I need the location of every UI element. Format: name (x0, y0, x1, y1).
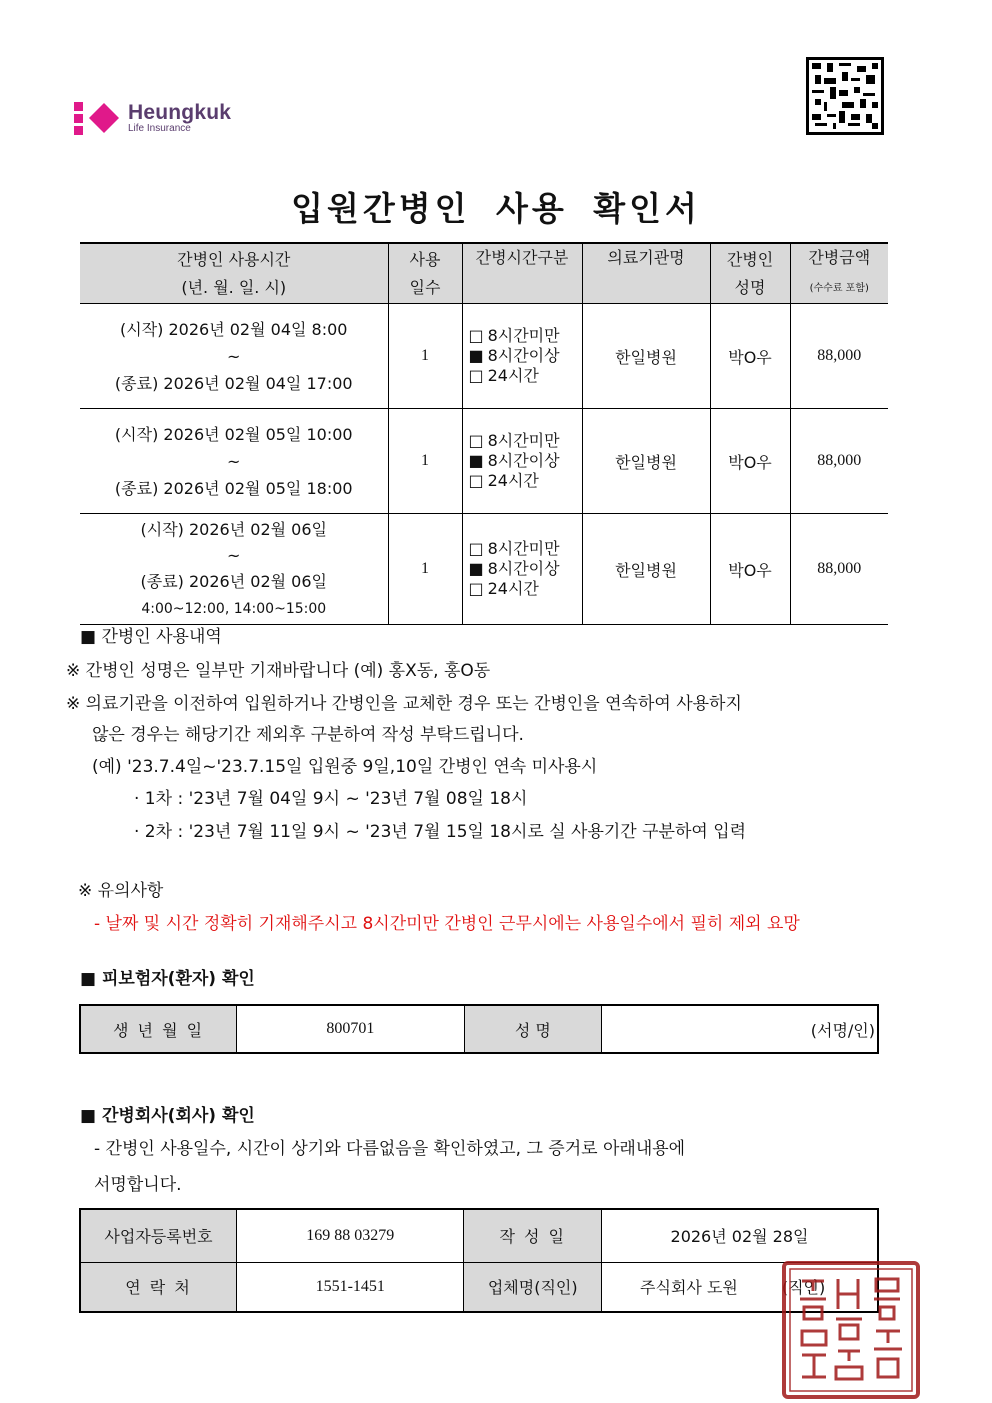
company-confirmation-text: - 간병인 사용일수, 시간이 상기와 다름없음을 확인하였고, 그 증거로 아래내용에 (94, 1139, 686, 1159)
company-name: 주식회사 도원 (640, 1278, 738, 1298)
usage-section-heading: ■ 간병인 사용내역 (80, 627, 222, 647)
option-over-8h: ■ 8시간이상 (468, 451, 560, 470)
caregiver-cell: 박O우 (710, 304, 790, 409)
company-row (80, 1262, 878, 1312)
option-under-8h: □ 8시간미만 (468, 431, 560, 450)
registration-number: 169 88 03279 (237, 1209, 464, 1262)
days-cell: 1 (388, 304, 462, 409)
caution-heading: ※ 유의사항 (78, 881, 164, 901)
company-table (79, 1208, 879, 1313)
dob-label: 생 년 월 일 (80, 1005, 237, 1053)
example-text: (예) '23.7.4일~'23.7.15일 입원중 9일,10일 간병인 연속 미사용시 (92, 757, 598, 777)
company-seal-stamp-icon (780, 1259, 922, 1401)
contact-label: 연 락 처 (80, 1262, 237, 1312)
option-24h: □ 24시간 (468, 366, 539, 385)
period-cell: (시작) 2026년 02월 05일 10:00 ~ (종료) 2026년 02월 05일 18:00 (80, 409, 388, 514)
page-title: 입원간병인 사용 확인서 (291, 189, 701, 228)
header-hospital: 의료기관명 (582, 243, 710, 304)
signature-placeholder: (서명/인) (810, 1020, 875, 1040)
usage-table-header (80, 243, 888, 304)
company-name-label: 업체명(직인) (464, 1262, 602, 1312)
logo-subtitle: Life Insurance (128, 123, 191, 134)
option-over-8h: ■ 8시간이상 (468, 346, 560, 365)
amount-cell: 88,000 (790, 304, 888, 409)
days-cell: 1 (388, 514, 462, 625)
issue-date-label: 작 성 일 (464, 1209, 602, 1262)
time-type-cell (462, 514, 582, 625)
example-period-1: · 1차 : '23년 7월 04일 9시 ~ '23년 7월 08일 18시 (134, 789, 528, 809)
caregiver-cell: 박O우 (710, 514, 790, 625)
dob-value: 800701 (237, 1005, 464, 1053)
days-cell: 1 (388, 409, 462, 514)
period-cell: (시작) 2026년 02월 04일 8:00 ~ (종료) 2026년 02월 04일 17:00 (80, 304, 388, 409)
note-name-partial: ※ 간병인 성명은 일부만 기재바랍니다 (예) 홍X동, 홍O동 (66, 661, 491, 681)
caregiver-cell: 박O우 (710, 409, 790, 514)
example-period-2: · 2차 : '23년 7월 11일 9시 ~ '23년 7월 15일 18시로 실 사용기간 구분하여 입력 (134, 822, 747, 842)
patient-name-label: 성 명 (464, 1005, 602, 1053)
hospital-cell: 한일병원 (582, 304, 710, 409)
option-over-8h: ■ 8시간이상 (468, 559, 560, 578)
seal-placeholder: (직인) (781, 1278, 826, 1298)
company-confirmation-text-cont: 서명합니다. (94, 1175, 182, 1195)
patient-row (80, 1005, 878, 1053)
barcode-icon (806, 57, 884, 135)
caution-text: - 날짜 및 시간 정확히 기재해주시고 8시간미만 간병인 근무시에는 사용일수에서 필히 제외 요망 (94, 914, 800, 934)
patient-section-heading: ■ 피보험자(환자) 확인 (80, 969, 255, 989)
patient-table (79, 1004, 879, 1054)
table-row (80, 514, 888, 625)
table-row (80, 409, 888, 514)
note-transfer-cont: 않은 경우는 해당기간 제외후 구분하여 작성 부탁드립니다. (92, 725, 524, 745)
time-type-cell (462, 409, 582, 514)
header-amount: 간병금액 (수수료 포함) (790, 243, 888, 304)
header-period: 간병인 사용시간 (년. 월. 일. 시) (80, 243, 388, 304)
usage-table (80, 242, 888, 625)
period-cell: (시작) 2026년 02월 06일 ~ (종료) 2026년 02월 06일 4:00~12:00, 14:00~15:00 (80, 514, 388, 625)
amount-cell: 88,000 (790, 409, 888, 514)
heungkuk-logo-icon (74, 100, 120, 136)
header-caregiver: 간병인 성명 (710, 243, 790, 304)
amount-cell: 88,000 (790, 514, 888, 625)
hospital-cell: 한일병원 (582, 409, 710, 514)
option-under-8h: □ 8시간미만 (468, 326, 560, 345)
header-days: 사용 일수 (388, 243, 462, 304)
contact-number: 1551-1451 (237, 1262, 464, 1312)
time-type-cell (462, 304, 582, 409)
company-row (80, 1209, 878, 1262)
hospital-cell: 한일병원 (582, 514, 710, 625)
issue-date: 2026년 02월 28일 (602, 1209, 878, 1262)
option-24h: □ 24시간 (468, 579, 539, 598)
logo-name: Heungkuk (128, 101, 232, 124)
option-24h: □ 24시간 (468, 471, 539, 490)
header-type: 간병시간구분 (462, 243, 582, 304)
registration-label: 사업자등록번호 (80, 1209, 237, 1262)
table-row (80, 304, 888, 409)
patient-signature-field[interactable] (602, 1005, 878, 1053)
option-under-8h: □ 8시간미만 (468, 539, 560, 558)
note-transfer: ※ 의료기관을 이전하여 입원하거나 간병인을 교체한 경우 또는 간병인을 연속하여 사용하지 (66, 694, 742, 714)
company-section-heading: ■ 간병회사(회사) 확인 (80, 1106, 255, 1126)
